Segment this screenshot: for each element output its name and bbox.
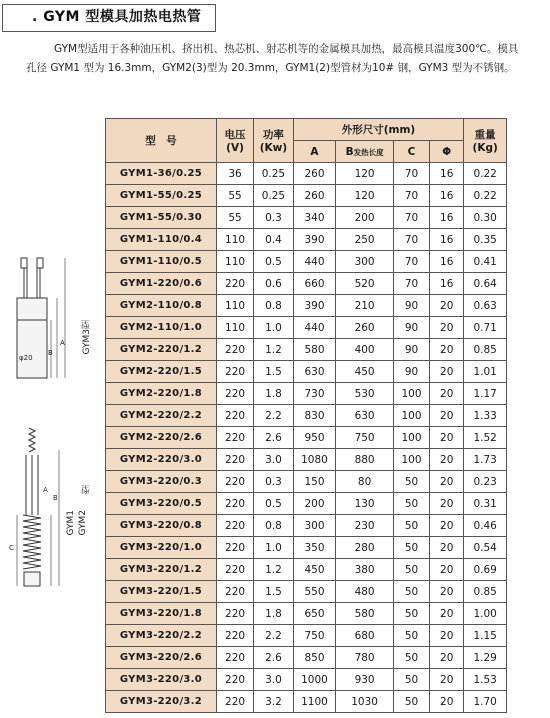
value-cell: 20 [430, 647, 464, 669]
header-dims: 外形尺寸(mm) [293, 119, 464, 141]
value-cell: 0.63 [464, 295, 507, 317]
value-cell: 1.2 [254, 559, 293, 581]
value-cell: 50 [393, 691, 429, 713]
value-cell: 220 [216, 515, 253, 537]
value-cell: 110 [216, 295, 253, 317]
value-cell: 1.5 [254, 361, 293, 383]
model-cell: GYM2-220/1.8 [106, 383, 217, 405]
table-row [106, 603, 507, 625]
value-cell: 2.6 [254, 647, 293, 669]
value-cell: 660 [293, 273, 336, 295]
header-power-label: 功率 [262, 129, 284, 141]
table-row [106, 449, 507, 471]
value-cell: 110 [216, 317, 253, 339]
value-cell: 20 [430, 383, 464, 405]
value-cell: 220 [216, 471, 253, 493]
value-cell: 20 [430, 361, 464, 383]
gym3-type-label: GYM3型 [82, 320, 92, 355]
value-cell: 300 [336, 251, 394, 273]
value-cell: 50 [393, 493, 429, 515]
value-cell: 2.2 [254, 405, 293, 427]
value-cell: 0.41 [464, 251, 507, 273]
value-cell: 0.71 [464, 317, 507, 339]
value-cell: 0.3 [254, 207, 293, 229]
value-cell: 0.46 [464, 515, 507, 537]
header-a: A [293, 141, 336, 163]
value-cell: 3.0 [254, 669, 293, 691]
value-cell: 1.00 [464, 603, 507, 625]
value-cell: 220 [216, 361, 253, 383]
model-cell: GYM2-110/1.0 [106, 317, 217, 339]
value-cell: 380 [336, 559, 394, 581]
model-cell: GYM2-220/1.5 [106, 361, 217, 383]
value-cell: 20 [430, 295, 464, 317]
value-cell: 20 [430, 427, 464, 449]
value-cell: 1000 [293, 669, 336, 691]
value-cell: 50 [393, 647, 429, 669]
gym2-label: GYM2 [78, 510, 88, 536]
table-row [106, 207, 507, 229]
value-cell: 260 [293, 185, 336, 207]
value-cell: 220 [216, 273, 253, 295]
value-cell: 3.2 [254, 691, 293, 713]
table-row [106, 471, 507, 493]
model-cell: GYM1-55/0.25 [106, 185, 217, 207]
value-cell: 340 [293, 207, 336, 229]
value-cell: 0.5 [254, 251, 293, 273]
value-cell: 630 [336, 405, 394, 427]
model-cell: GYM3-220/3.0 [106, 669, 217, 691]
value-cell: 20 [430, 515, 464, 537]
value-cell: 20 [430, 317, 464, 339]
value-cell: 1.17 [464, 383, 507, 405]
value-cell: 0.35 [464, 229, 507, 251]
header-voltage [216, 119, 253, 163]
value-cell: 440 [293, 251, 336, 273]
value-cell: 1.73 [464, 449, 507, 471]
value-cell: 1080 [293, 449, 336, 471]
value-cell: 730 [293, 383, 336, 405]
value-cell: 100 [393, 383, 429, 405]
value-cell: 50 [393, 537, 429, 559]
value-cell: 220 [216, 405, 253, 427]
value-cell: 0.22 [464, 163, 507, 185]
value-cell: 880 [336, 449, 394, 471]
value-cell: 0.22 [464, 185, 507, 207]
table-row [106, 581, 507, 603]
value-cell: 280 [336, 537, 394, 559]
value-cell: 1100 [293, 691, 336, 713]
value-cell: 750 [293, 625, 336, 647]
value-cell: 0.85 [464, 581, 507, 603]
value-cell: 230 [336, 515, 394, 537]
value-cell: 20 [430, 603, 464, 625]
diagram-label-a: A [60, 339, 65, 347]
model-cell: GYM2-220/2.2 [106, 405, 217, 427]
value-cell: 0.3 [254, 471, 293, 493]
value-cell: 90 [393, 295, 429, 317]
header-weight-label: 重量 [474, 129, 496, 141]
value-cell: 300 [293, 515, 336, 537]
value-cell: 0.6 [254, 273, 293, 295]
model-cell: GYM3-220/0.3 [106, 471, 217, 493]
value-cell: 70 [393, 251, 429, 273]
value-cell: 450 [336, 361, 394, 383]
table-row [106, 669, 507, 691]
model-cell: GYM3-220/0.8 [106, 515, 217, 537]
value-cell: 130 [336, 493, 394, 515]
header-power [254, 119, 293, 163]
value-cell: 110 [216, 229, 253, 251]
gym1-label: GYM1 [66, 510, 76, 536]
model-cell: GYM1-36/0.25 [106, 163, 217, 185]
model-cell: GYM1-55/0.30 [106, 207, 217, 229]
value-cell: 50 [393, 625, 429, 647]
value-cell: 1.0 [254, 317, 293, 339]
diagram-label-a2: A [43, 486, 48, 494]
value-cell: 20 [430, 405, 464, 427]
value-cell: 50 [393, 581, 429, 603]
value-cell: 550 [293, 581, 336, 603]
value-cell: 930 [336, 669, 394, 691]
value-cell: 100 [393, 405, 429, 427]
value-cell: 36 [216, 163, 253, 185]
table-row [106, 163, 507, 185]
header-b-note: 发热长度 [353, 147, 384, 157]
value-cell: 950 [293, 427, 336, 449]
value-cell: 16 [430, 229, 464, 251]
header-weight [464, 119, 507, 163]
value-cell: 2.2 [254, 625, 293, 647]
value-cell: 16 [430, 163, 464, 185]
model-cell: GYM2-220/1.2 [106, 339, 217, 361]
spec-table [105, 118, 507, 713]
table-row [106, 515, 507, 537]
value-cell: 1030 [336, 691, 394, 713]
header-b [336, 141, 394, 163]
value-cell: 780 [336, 647, 394, 669]
header-c: C [393, 141, 429, 163]
value-cell: 16 [430, 273, 464, 295]
value-cell: 220 [216, 449, 253, 471]
model-cell: GYM3-220/2.2 [106, 625, 217, 647]
value-cell: 220 [216, 603, 253, 625]
value-cell: 50 [393, 559, 429, 581]
value-cell: 20 [430, 625, 464, 647]
value-cell: 450 [293, 559, 336, 581]
value-cell: 0.4 [254, 229, 293, 251]
value-cell: 220 [216, 383, 253, 405]
value-cell: 80 [336, 471, 394, 493]
value-cell: 680 [336, 625, 394, 647]
table-row [106, 295, 507, 317]
header-weight-unit: (Kg) [472, 142, 498, 154]
value-cell: 0.69 [464, 559, 507, 581]
table-row [106, 317, 507, 339]
value-cell: 220 [216, 339, 253, 361]
model-cell: GYM2-220/3.0 [106, 449, 217, 471]
value-cell: 1.29 [464, 647, 507, 669]
value-cell: 350 [293, 537, 336, 559]
value-cell: 20 [430, 691, 464, 713]
diagram-label-b: B [48, 349, 53, 357]
value-cell: 120 [336, 163, 394, 185]
value-cell: 530 [336, 383, 394, 405]
value-cell: 20 [430, 669, 464, 691]
table-row [106, 339, 507, 361]
model-cell: GYM3-220/2.6 [106, 647, 217, 669]
value-cell: 580 [293, 339, 336, 361]
diagram-label-phi20: φ20 [19, 354, 33, 362]
model-cell: GYM2-220/2.6 [106, 427, 217, 449]
value-cell: 580 [336, 603, 394, 625]
value-cell: 50 [393, 515, 429, 537]
diagram-label-c: C [9, 544, 14, 552]
value-cell: 3.0 [254, 449, 293, 471]
value-cell: 0.8 [254, 295, 293, 317]
value-cell: 70 [393, 273, 429, 295]
value-cell: 260 [336, 317, 394, 339]
value-cell: 0.30 [464, 207, 507, 229]
model-cell: GYM3-220/0.5 [106, 493, 217, 515]
value-cell: 0.25 [254, 185, 293, 207]
table-row [106, 647, 507, 669]
model-cell: GYM2-110/0.8 [106, 295, 217, 317]
value-cell: 70 [393, 185, 429, 207]
value-cell: 220 [216, 669, 253, 691]
value-cell: 220 [216, 427, 253, 449]
value-cell: 220 [216, 581, 253, 603]
value-cell: 70 [393, 207, 429, 229]
value-cell: 0.8 [254, 515, 293, 537]
model-cell: GYM3-220/1.0 [106, 537, 217, 559]
value-cell: 20 [430, 537, 464, 559]
spec-table-body [106, 163, 507, 713]
header-power-unit: (Kw) [259, 142, 288, 154]
table-row [106, 537, 507, 559]
value-cell: 650 [293, 603, 336, 625]
value-cell: 50 [393, 471, 429, 493]
value-cell: 16 [430, 207, 464, 229]
header-voltage-unit: (V) [226, 142, 244, 154]
value-cell: 1.0 [254, 537, 293, 559]
value-cell: 110 [216, 251, 253, 273]
value-cell: 520 [336, 273, 394, 295]
value-cell: 0.85 [464, 339, 507, 361]
value-cell: 1.52 [464, 427, 507, 449]
table-row [106, 625, 507, 647]
value-cell: 16 [430, 185, 464, 207]
model-cell: GYM1-220/0.6 [106, 273, 217, 295]
description-line-2: 孔径 GYM1 型为 16.3mm，GYM2(3)型为 20.3mm，GYM1(2)型管材为10# 钢，GYM3 型为不锈钢。 [26, 62, 515, 74]
table-row [106, 361, 507, 383]
value-cell: 220 [216, 493, 253, 515]
table-row [106, 559, 507, 581]
value-cell: 220 [216, 537, 253, 559]
header-phi: Φ [430, 141, 464, 163]
value-cell: 90 [393, 317, 429, 339]
model-cell: GYM3-220/3.2 [106, 691, 217, 713]
value-cell: 0.54 [464, 537, 507, 559]
value-cell: 70 [393, 229, 429, 251]
value-cell: 0.25 [254, 163, 293, 185]
value-cell: 100 [393, 449, 429, 471]
value-cell: 200 [293, 493, 336, 515]
value-cell: 55 [216, 185, 253, 207]
value-cell: 220 [216, 691, 253, 713]
model-cell: GYM1-110/0.4 [106, 229, 217, 251]
value-cell: 220 [216, 625, 253, 647]
value-cell: 70 [393, 163, 429, 185]
value-cell: 850 [293, 647, 336, 669]
gym12-type-label: 型 [82, 485, 92, 494]
value-cell: 390 [293, 229, 336, 251]
value-cell: 260 [293, 163, 336, 185]
table-row [106, 405, 507, 427]
value-cell: 1.70 [464, 691, 507, 713]
value-cell: 0.5 [254, 493, 293, 515]
value-cell: 210 [336, 295, 394, 317]
value-cell: 1.33 [464, 405, 507, 427]
value-cell: 120 [336, 185, 394, 207]
value-cell: 1.8 [254, 383, 293, 405]
model-cell: GYM3-220/1.2 [106, 559, 217, 581]
value-cell: 0.23 [464, 471, 507, 493]
gym12-diagram [5, 420, 100, 595]
value-cell: 20 [430, 559, 464, 581]
value-cell: 20 [430, 493, 464, 515]
table-row [106, 493, 507, 515]
page-title: . GYM 型模具加热电热管 [32, 9, 202, 25]
value-cell: 1.5 [254, 581, 293, 603]
value-cell: 1.53 [464, 669, 507, 691]
value-cell: 55 [216, 207, 253, 229]
value-cell: 200 [336, 207, 394, 229]
table-row [106, 185, 507, 207]
model-cell: GYM3-220/1.5 [106, 581, 217, 603]
value-cell: 390 [293, 295, 336, 317]
value-cell: 90 [393, 361, 429, 383]
value-cell: 440 [293, 317, 336, 339]
value-cell: 50 [393, 669, 429, 691]
value-cell: 2.6 [254, 427, 293, 449]
model-cell: GYM1-110/0.5 [106, 251, 217, 273]
value-cell: 20 [430, 339, 464, 361]
table-row [106, 691, 507, 713]
value-cell: 220 [216, 647, 253, 669]
header-model: 型 号 [106, 119, 217, 163]
table-row [106, 427, 507, 449]
value-cell: 480 [336, 581, 394, 603]
value-cell: 1.8 [254, 603, 293, 625]
table-row [106, 229, 507, 251]
value-cell: 90 [393, 339, 429, 361]
diagram-label-b2: B [53, 494, 58, 502]
model-cell: GYM3-220/1.8 [106, 603, 217, 625]
value-cell: 1.2 [254, 339, 293, 361]
description [26, 40, 536, 78]
value-cell: 750 [336, 427, 394, 449]
value-cell: 0.31 [464, 493, 507, 515]
value-cell: 630 [293, 361, 336, 383]
value-cell: 20 [430, 471, 464, 493]
description-line-1: GYM型适用于各种油压机、挤出机、热芯机、射芯机等的金属模具加热，最高模具温度300℃。模具 [54, 43, 519, 55]
value-cell: 220 [216, 559, 253, 581]
value-cell: 1.01 [464, 361, 507, 383]
value-cell: 16 [430, 251, 464, 273]
value-cell: 20 [430, 449, 464, 471]
value-cell: 250 [336, 229, 394, 251]
value-cell: 20 [430, 581, 464, 603]
value-cell: 1.15 [464, 625, 507, 647]
table-row [106, 383, 507, 405]
value-cell: 0.64 [464, 273, 507, 295]
value-cell: 830 [293, 405, 336, 427]
value-cell: 100 [393, 427, 429, 449]
header-voltage-label: 电压 [224, 129, 246, 141]
table-row [106, 273, 507, 295]
value-cell: 150 [293, 471, 336, 493]
value-cell: 50 [393, 603, 429, 625]
value-cell: 400 [336, 339, 394, 361]
header-b-label: B [345, 145, 354, 158]
table-row [106, 251, 507, 273]
